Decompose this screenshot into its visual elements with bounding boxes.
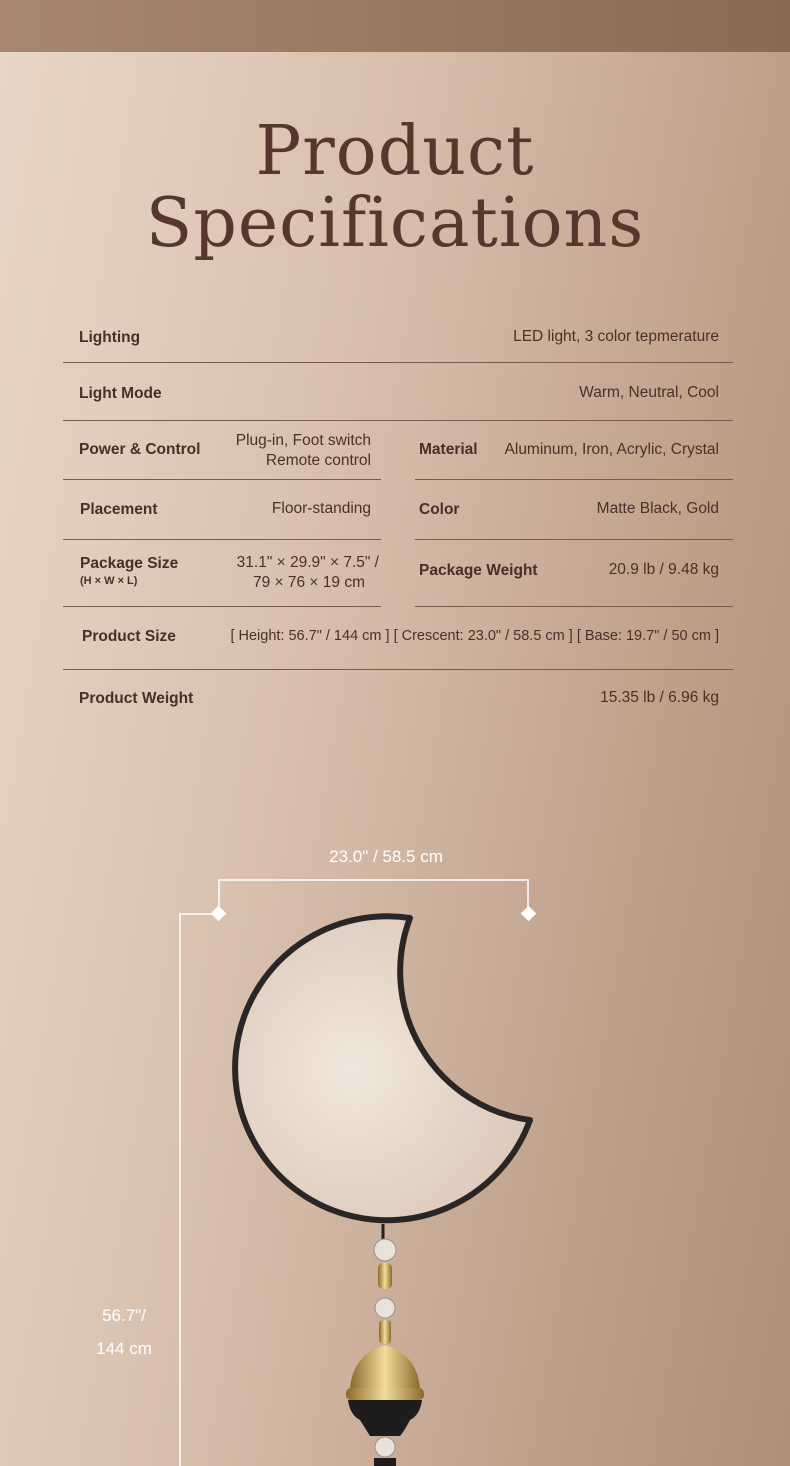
- spec-value-package-size-2: 79 × 76 × 19 cm: [252, 574, 365, 591]
- spec-value-power-1: Plug-in, Foot switch: [235, 432, 371, 449]
- spec-value-color: Matte Black, Gold: [596, 500, 719, 517]
- dimension-marker: [521, 906, 537, 922]
- spec-value-lighting: LED light, 3 color tepmerature: [513, 328, 719, 345]
- spec-value-power-2: Remote control: [265, 452, 371, 469]
- spec-value-package-size-1: 31.1" × 29.9" × 7.5" /: [236, 554, 379, 571]
- spec-label-package-size: Package Size: [80, 555, 179, 572]
- spec-label-color: Color: [419, 501, 460, 518]
- spec-label-package-weight: Package Weight: [419, 562, 538, 579]
- dimension-marker: [211, 906, 227, 922]
- crescent-shade: [235, 916, 530, 1220]
- spec-label-placement: Placement: [80, 501, 158, 518]
- height-dimension-label-2: 144 cm: [96, 1339, 152, 1358]
- spec-value-material: Aluminum, Iron, Acrylic, Crystal: [504, 441, 719, 458]
- spec-label-material: Material: [419, 441, 478, 458]
- spec-label-power: Power & Control: [79, 441, 201, 458]
- spec-label-light-mode: Light Mode: [79, 385, 162, 402]
- page-title-line2: Specifications: [145, 184, 645, 263]
- spec-value-product-size: [ Height: 56.7" / 144 cm ] [ Crescent: 23.0" / 58.5 cm ] [ Base: 19.7" / 50 cm ]: [230, 628, 719, 644]
- spec-sublabel-package-size: (H × W × L): [80, 575, 138, 587]
- height-dimension-label-1: 56.7"/: [102, 1306, 146, 1325]
- width-dimension-label: 23.0" / 58.5 cm: [329, 847, 443, 866]
- spec-label-lighting: Lighting: [79, 329, 141, 346]
- spec-value-package-weight: 20.9 lb / 9.48 kg: [608, 561, 719, 578]
- spec-value-placement: Floor-standing: [271, 500, 371, 517]
- page-title-line1: Product: [255, 112, 535, 191]
- spec-label-product-weight: Product Weight: [79, 690, 194, 707]
- spec-value-light-mode: Warm, Neutral, Cool: [579, 384, 719, 401]
- spec-value-product-weight: 15.35 lb / 6.96 kg: [600, 689, 719, 706]
- spec-label-product-size: Product Size: [82, 628, 176, 645]
